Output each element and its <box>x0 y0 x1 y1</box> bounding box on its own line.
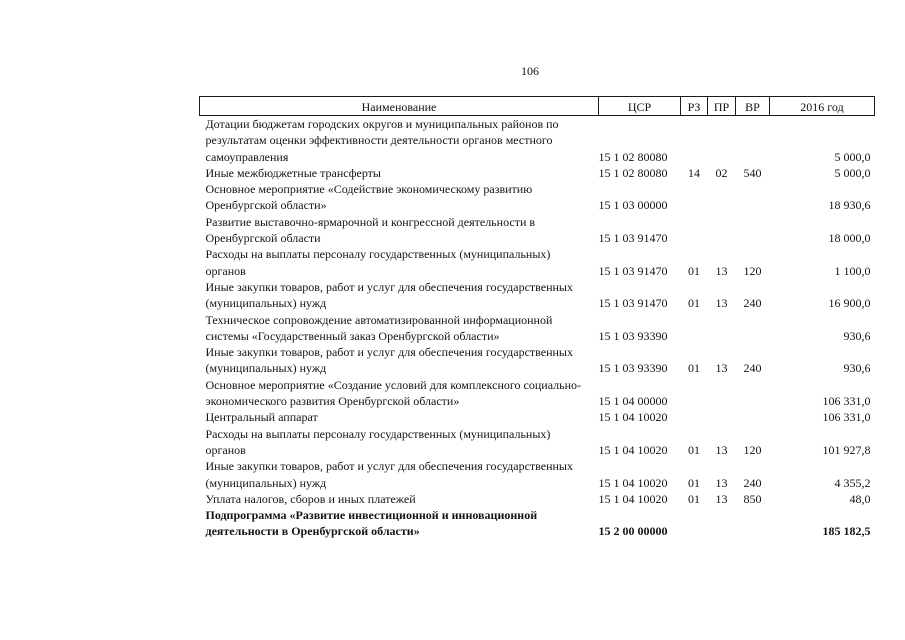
row-vr <box>736 377 770 410</box>
row-vr: 540 <box>743 165 762 180</box>
row-sum: 5 000,0 <box>834 165 871 180</box>
row-csr: 15 1 04 10020 <box>598 442 668 457</box>
row-sum: 930,6 <box>843 361 871 376</box>
header-csr: ЦСР <box>599 97 681 116</box>
row-vr: 240 <box>743 475 762 490</box>
row-csr: 15 1 03 91470 <box>598 231 668 246</box>
row-vr <box>736 214 770 247</box>
row-rz <box>681 214 708 247</box>
row-csr: 15 1 03 00000 <box>598 198 668 213</box>
table-row <box>200 458 875 491</box>
row-sum: 101 927,8 <box>822 442 871 457</box>
row-sum: 4 355,2 <box>834 475 871 490</box>
row-sum: 18 930,6 <box>828 198 871 213</box>
table-row <box>200 116 875 165</box>
row-pr: 13 <box>715 263 728 278</box>
row-pr: 13 <box>715 475 728 490</box>
row-pr <box>708 116 736 165</box>
row-rz: 01 <box>688 491 700 506</box>
row-sum: 930,6 <box>843 328 871 343</box>
row-csr: 15 2 00 00000 <box>598 524 668 539</box>
header-vr: ВР <box>736 97 770 116</box>
row-sum: 5 000,0 <box>834 149 871 164</box>
table-row-subprogram <box>200 507 875 540</box>
row-rz <box>681 507 708 540</box>
row-name: Основное мероприятие «Создание условий для комплексного социально-экономического развития Оренбургской области» <box>205 377 582 409</box>
table-row <box>200 279 875 312</box>
row-rz <box>681 409 708 425</box>
row-vr <box>736 312 770 345</box>
row-pr <box>708 312 736 345</box>
row-rz: 01 <box>688 263 700 278</box>
page-number: 106 <box>521 64 539 78</box>
table-row <box>200 165 875 181</box>
table-row <box>200 181 875 214</box>
table-row <box>200 409 875 425</box>
row-rz <box>681 312 708 345</box>
row-pr: 13 <box>715 491 728 506</box>
row-vr: 120 <box>743 442 762 457</box>
row-rz <box>681 116 708 165</box>
row-pr <box>708 409 736 425</box>
table-header <box>200 97 875 116</box>
row-vr <box>736 116 770 165</box>
row-name: Развитие выставочно-ярмарочной и конгрессной деятельности в Оренбургской области <box>205 214 536 246</box>
row-pr <box>708 214 736 247</box>
row-vr: 240 <box>743 296 762 311</box>
row-sum: 185 182,5 <box>822 524 871 539</box>
row-csr: 15 1 03 91470 <box>598 296 668 311</box>
budget-table <box>199 96 875 540</box>
row-vr: 120 <box>743 263 762 278</box>
row-name: Расходы на выплаты персоналу государственных (муниципальных) органов <box>205 426 551 457</box>
header-row <box>200 97 875 116</box>
row-pr: 13 <box>715 296 728 311</box>
row-rz: 01 <box>688 296 700 311</box>
row-pr: 02 <box>715 165 728 180</box>
row-rz <box>681 181 708 214</box>
table-row <box>200 246 875 279</box>
row-name: Центральный аппарат <box>205 410 318 425</box>
table-body <box>200 116 875 540</box>
row-name: Уплата налогов, сборов и иных платежей <box>205 491 416 506</box>
row-pr: 13 <box>715 361 728 376</box>
row-rz <box>681 377 708 410</box>
row-name: Иные межбюджетные трансферты <box>205 165 381 180</box>
row-csr: 15 1 03 93390 <box>598 361 668 376</box>
row-csr: 15 1 02 80080 <box>598 149 668 164</box>
row-rz: 01 <box>688 442 700 457</box>
row-sum: 48,0 <box>849 491 871 506</box>
row-rz: 01 <box>688 475 700 490</box>
row-vr: 850 <box>743 491 762 506</box>
row-name: Техническое сопровождение автоматизированной информационной системы «Государственный заказ Оренбургской области» <box>205 312 553 343</box>
row-name: Иные закупки товаров, работ и услуг для обеспечения государственных (муниципальных) нужд <box>205 279 573 311</box>
row-name: Иные закупки товаров, работ и услуг для обеспечения государственных (муниципальных) нужд <box>205 345 573 376</box>
row-csr: 15 1 04 10020 <box>598 475 668 490</box>
row-vr <box>736 181 770 214</box>
row-sum: 106 331,0 <box>822 410 871 425</box>
row-name: Основное мероприятие «Содействие экономическому развитию Оренбургской области» <box>205 182 533 213</box>
table-row <box>200 377 875 410</box>
row-pr <box>708 507 736 540</box>
table-row <box>200 344 875 377</box>
table-row <box>200 426 875 459</box>
header-pr: ПР <box>708 97 736 116</box>
row-csr: 15 1 03 91470 <box>598 263 668 278</box>
row-sum: 16 900,0 <box>828 296 871 311</box>
row-sum: 106 331,0 <box>822 394 871 409</box>
row-name: Расходы на выплаты персоналу государственных (муниципальных) органов <box>205 247 551 278</box>
row-pr <box>708 377 736 410</box>
row-rz: 14 <box>688 165 700 180</box>
row-csr: 15 1 03 93390 <box>598 328 668 343</box>
row-csr: 15 1 04 00000 <box>598 394 668 409</box>
row-csr: 15 1 04 10020 <box>598 491 668 506</box>
header-name: Наименование <box>200 97 599 116</box>
row-pr: 13 <box>715 442 728 457</box>
row-name: Дотации бюджетам городских округов и муниципальных районов по результатам оценки эффективности деятельности органов местного самоуправления <box>205 117 559 164</box>
table-row <box>200 491 875 507</box>
row-name: Иные закупки товаров, работ и услуг для обеспечения государственных (муниципальных) нужд <box>205 459 573 490</box>
table-row <box>200 312 875 345</box>
row-rz: 01 <box>688 361 700 376</box>
header-rz: РЗ <box>681 97 708 116</box>
row-sum: 1 100,0 <box>834 263 871 278</box>
row-vr <box>736 409 770 425</box>
row-pr <box>708 181 736 214</box>
table-row <box>200 214 875 247</box>
row-sum: 18 000,0 <box>828 231 871 246</box>
header-sum: 2016 год <box>770 97 875 116</box>
row-name: Подпрограмма «Развитие инвестиционной и инновационной деятельности в Оренбургской области» <box>205 508 538 539</box>
row-vr: 240 <box>743 361 762 376</box>
row-vr <box>736 507 770 540</box>
row-csr: 15 1 04 10020 <box>598 410 668 425</box>
row-csr: 15 1 02 80080 <box>598 165 668 180</box>
